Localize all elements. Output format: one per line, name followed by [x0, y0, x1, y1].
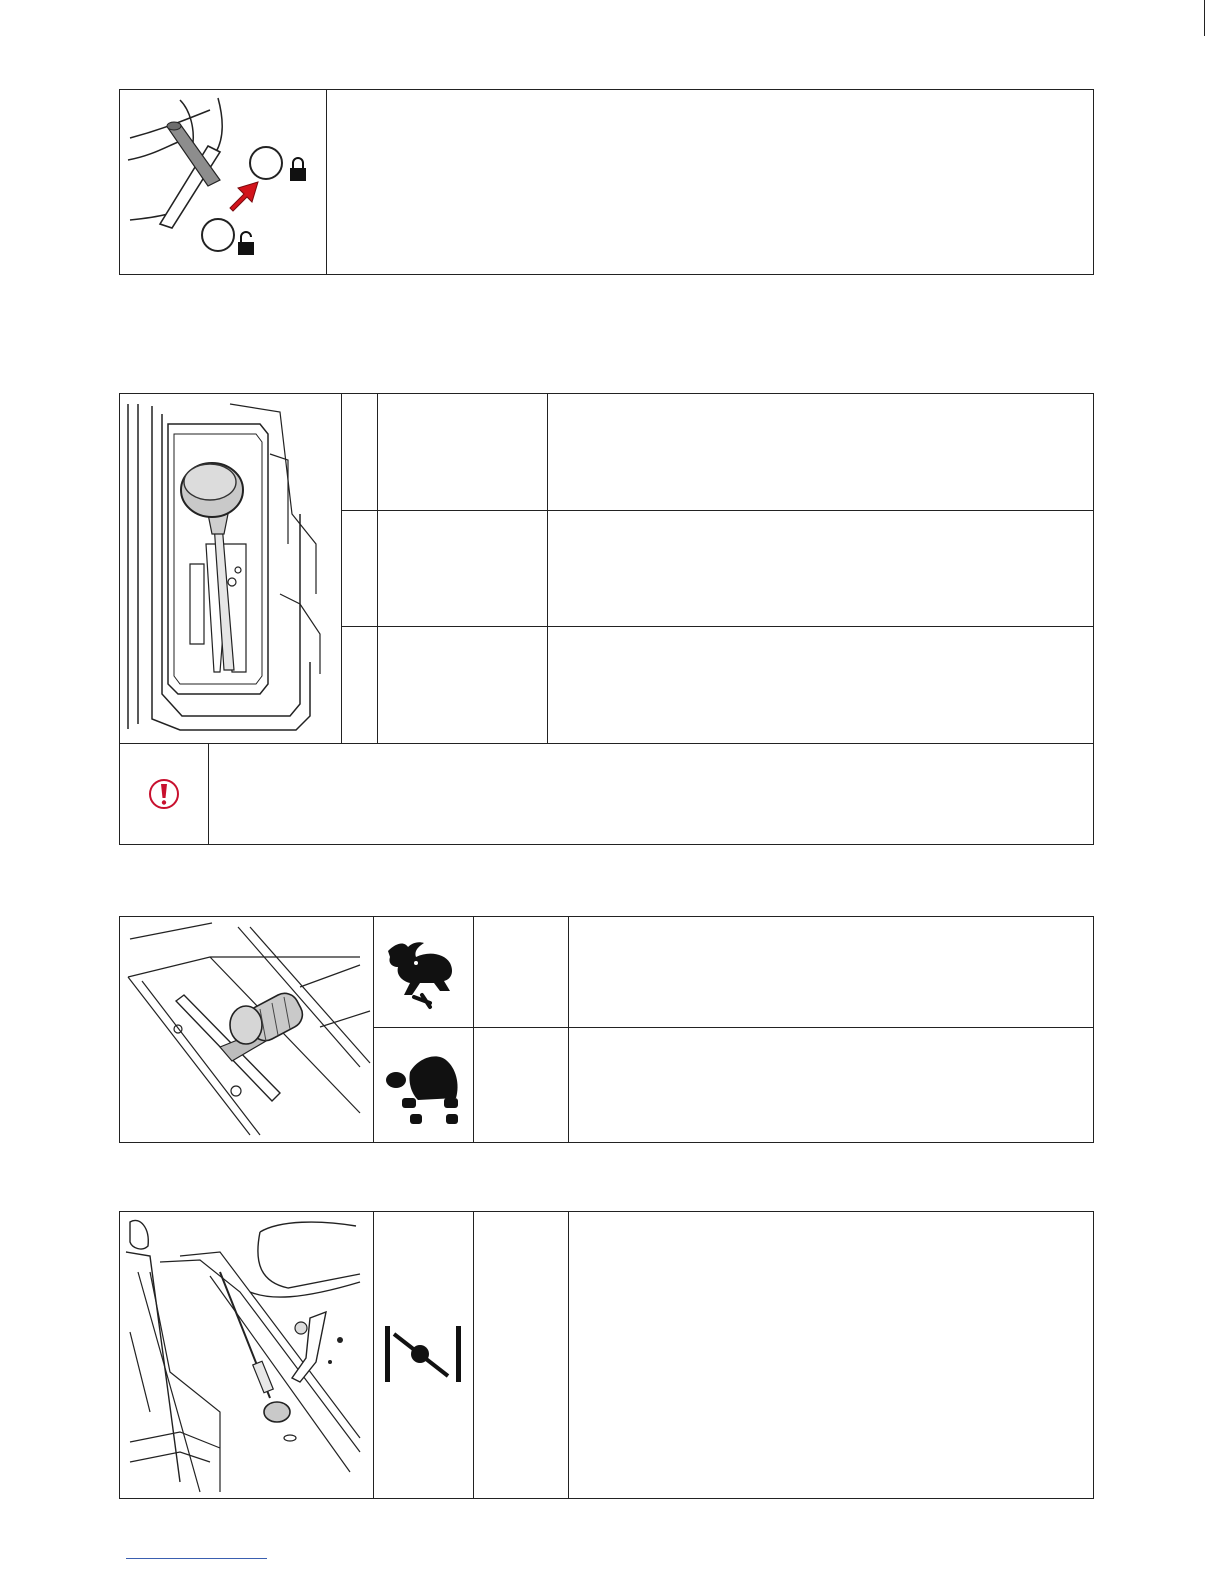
rabbit-fast-icon [374, 917, 473, 1027]
gear-row-1-marker [342, 394, 377, 510]
gear-row-2-marker [342, 511, 377, 626]
choke-knob-illustration [120, 1212, 373, 1498]
lock-open-icon [238, 232, 254, 255]
throttle-table [119, 916, 1094, 1143]
exclamation-icon [120, 744, 208, 844]
choke-table [119, 1211, 1094, 1499]
shift-lever-illustration [120, 394, 341, 743]
rabbit-icon-cell [374, 917, 473, 1027]
throttle-slow-label [474, 1028, 568, 1142]
throttle-fast-description [569, 917, 1093, 1027]
gear-row-1-description [548, 394, 1093, 510]
turtle-icon-cell [374, 1028, 473, 1142]
warning-icon-cell [120, 744, 208, 844]
throttle-slow-description [569, 1028, 1093, 1142]
choke-icon-cell [374, 1212, 473, 1498]
gear-row-3-label [378, 627, 547, 743]
choke-label [474, 1212, 568, 1498]
footer-link-underline [126, 1558, 267, 1559]
parking-brake-table [119, 89, 1094, 275]
page-edge-mark [1204, 0, 1205, 36]
warning-text [209, 744, 1093, 844]
parking-brake-text [327, 90, 1093, 274]
lever-lock-illustration [120, 90, 326, 274]
gear-row-2-label [378, 511, 547, 626]
throttle-fast-label [474, 917, 568, 1027]
gear-row-2-description [548, 511, 1093, 626]
gear-row-1-label [378, 394, 547, 510]
gear-row-3-marker [342, 627, 377, 743]
arrow-icon [230, 182, 258, 211]
throttle-lever-illustration [120, 917, 373, 1142]
choke-description [569, 1212, 1093, 1498]
turtle-slow-icon [374, 1028, 473, 1142]
gear-shift-table [119, 393, 1094, 845]
choke-icon [374, 1212, 473, 1498]
gear-row-3-description [548, 627, 1093, 743]
lock-closed-icon [290, 158, 306, 181]
